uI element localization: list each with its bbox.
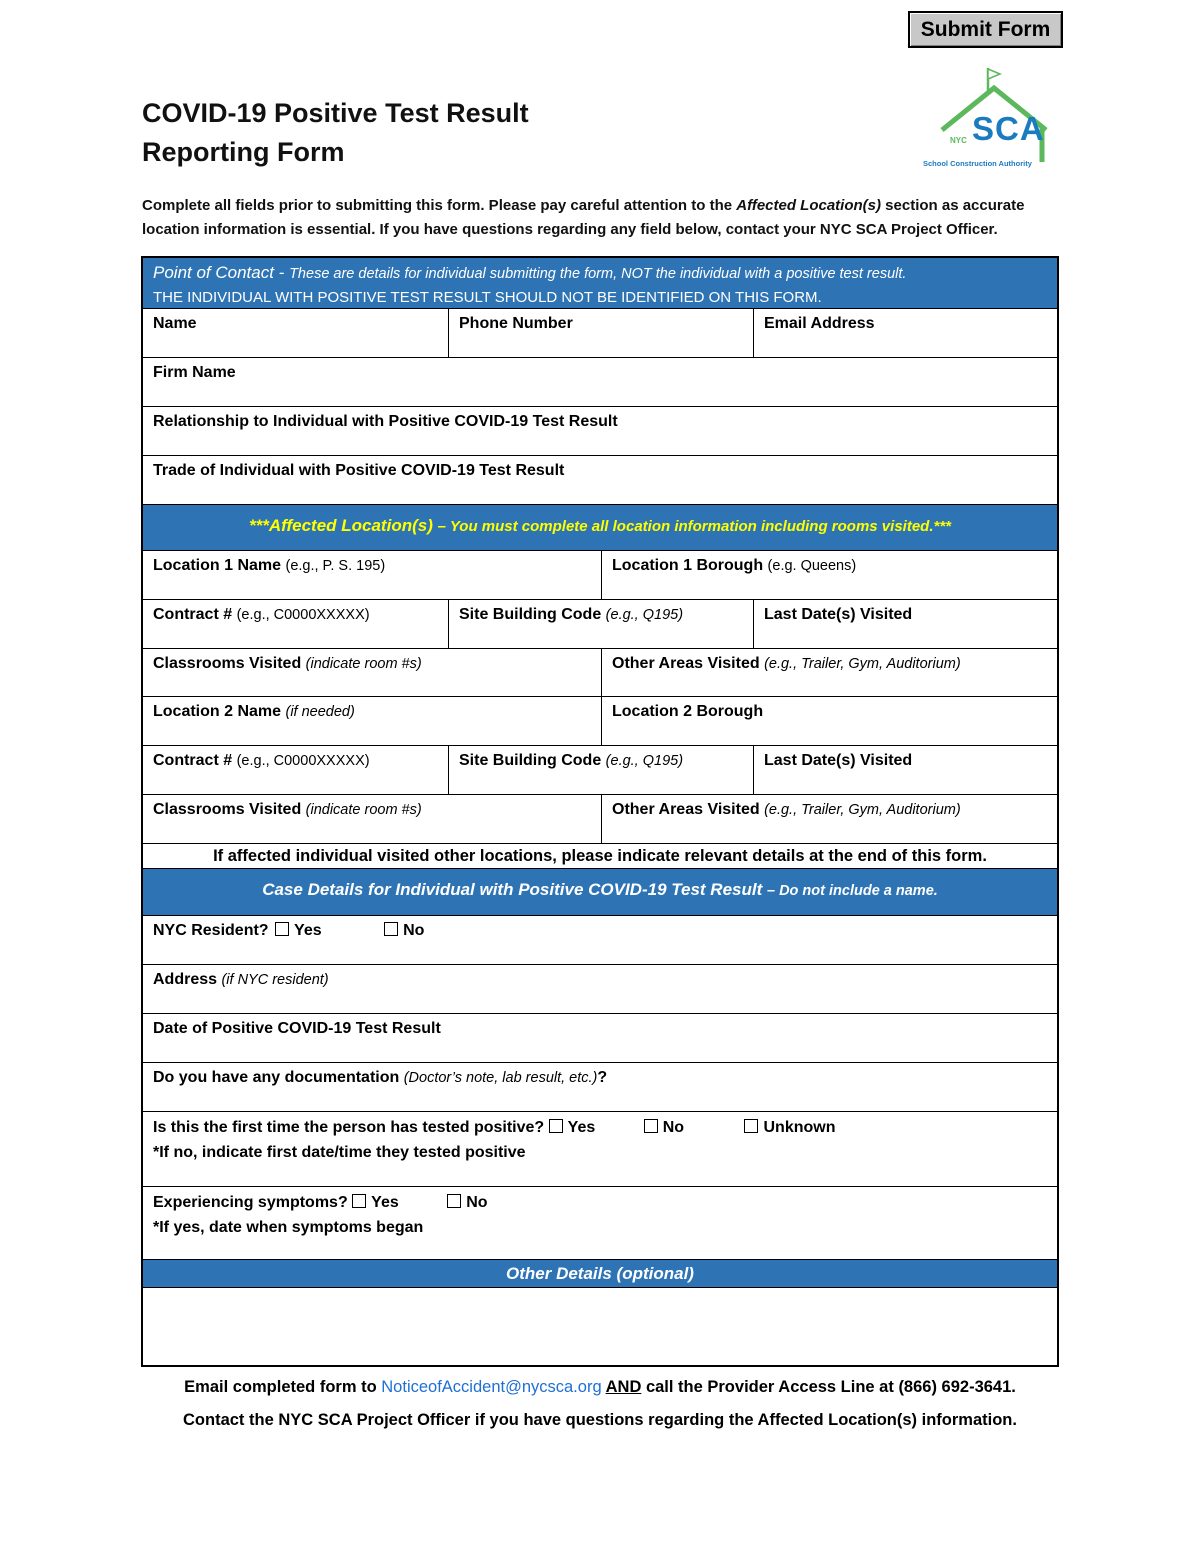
location-1-contract-hint: (e.g., C0000XXXXX) (236, 607, 370, 623)
location-2-contract-label: Contract # (153, 752, 237, 769)
location-2-borough-field[interactable] (601, 697, 1057, 745)
symptoms-yes-option[interactable] (352, 1190, 399, 1215)
first-time-yes-option[interactable] (549, 1115, 596, 1140)
location-1-borough-label: Location 1 Borough (612, 557, 768, 574)
intro-part-1: Complete all fields prior to submitting this form. Please pay careful attention to the (142, 197, 737, 214)
symptoms-label: Experiencing symptoms? (153, 1194, 348, 1211)
symptoms-note: *If yes, date when symptoms began (153, 1219, 424, 1236)
nyc-resident-yes-option[interactable] (275, 919, 322, 942)
submit-form-button[interactable]: Submit Form (908, 11, 1063, 48)
date-positive-label: Date of Positive COVID-19 Test Result (153, 1020, 441, 1037)
name-field[interactable] (143, 309, 448, 357)
page-title (142, 94, 529, 172)
trade-label: Trade of Individual with Positive COVID-19 Test Result (153, 462, 565, 479)
other-locations-note-row (143, 844, 1057, 869)
nyc-resident-no-checkbox[interactable] (384, 922, 398, 936)
date-positive-field[interactable] (143, 1014, 1057, 1062)
location-2-areas-row (143, 795, 1057, 844)
location-1-row (143, 551, 1057, 600)
location-1-other-areas-field[interactable] (601, 649, 1057, 696)
location-2-other-areas-field[interactable] (601, 795, 1057, 843)
address-field[interactable] (143, 965, 1057, 1013)
firm-row (143, 358, 1057, 407)
affected-note: – You must complete all location information including rooms visited.*** (437, 518, 952, 535)
phone-label: Phone Number (459, 315, 573, 332)
first-time-unknown-label: Unknown (763, 1119, 836, 1136)
trade-field[interactable] (143, 456, 1057, 504)
affected-heading: ***Affected Location(s) (248, 516, 438, 535)
other-details-band (143, 1260, 1057, 1288)
location-1-classrooms-hint: (indicate room #s) (305, 656, 422, 672)
first-time-yes-checkbox[interactable] (549, 1119, 563, 1133)
location-1-other-areas-hint: (e.g., Trailer, Gym, Auditorium) (764, 656, 961, 672)
location-1-contract-field[interactable] (143, 600, 448, 648)
location-2-borough-label: Location 2 Borough (612, 703, 764, 720)
relationship-label: Relationship to Individual with Positive COVID-19 Test Result (153, 413, 618, 430)
other-details-heading: Other Details (optional) (506, 1264, 694, 1283)
symptoms-yes-checkbox[interactable] (352, 1194, 366, 1208)
email-label: Email Address (764, 315, 875, 332)
location-2-site-code-field[interactable] (448, 746, 753, 794)
first-time-unknown-option[interactable] (744, 1115, 835, 1140)
nyc-resident-no-label: No (403, 922, 425, 939)
documentation-end: ? (597, 1069, 608, 1086)
first-time-unknown-checkbox[interactable] (744, 1119, 758, 1133)
first-time-field (143, 1112, 1057, 1186)
other-details-field[interactable] (143, 1288, 1057, 1365)
location-2-last-dates-field[interactable] (753, 746, 1057, 794)
logo-nyc-text: NYC (950, 136, 967, 145)
nyc-resident-yes-checkbox[interactable] (275, 922, 289, 936)
location-1-site-code-hint: (e.g., Q195) (605, 607, 684, 623)
location-1-classrooms-field[interactable] (143, 649, 601, 696)
location-1-site-code-label: Site Building Code (459, 606, 606, 623)
symptoms-no-option[interactable] (447, 1190, 487, 1215)
location-1-name-hint: (e.g., P. S. 195) (285, 558, 386, 574)
footer-line-1-start: Email completed form to (184, 1378, 382, 1396)
trade-row (143, 456, 1057, 505)
title-line-2: Reporting Form (142, 137, 345, 167)
location-2-row (143, 697, 1057, 746)
firm-name-label: Firm Name (153, 364, 236, 381)
footer-line-1-end: call the Provider Access Line at (866) 692-3641. (641, 1378, 1016, 1396)
location-1-name-field[interactable] (143, 551, 601, 599)
first-time-row (143, 1112, 1057, 1187)
address-label: Address (153, 971, 222, 988)
documentation-hint: (Doctor’s note, lab result, etc.) (403, 1070, 598, 1086)
location-1-contract-label: Contract # (153, 606, 237, 623)
location-2-classrooms-label: Classrooms Visited (153, 801, 306, 818)
nyc-resident-yes-label: Yes (294, 922, 322, 939)
location-2-other-areas-hint: (e.g., Trailer, Gym, Auditorium) (764, 802, 961, 818)
location-1-last-dates-label: Last Date(s) Visited (764, 606, 913, 623)
symptoms-yes-label: Yes (371, 1194, 399, 1211)
logo-subtitle: School Construction Authority (923, 159, 1032, 168)
other-locations-note: If affected individual visited other locations, please indicate relevant details at the end of this form. (213, 847, 987, 865)
reporting-form-table (141, 256, 1059, 1367)
symptoms-no-label: No (466, 1194, 488, 1211)
location-1-other-areas-label: Other Areas Visited (612, 655, 765, 672)
location-2-classrooms-field[interactable] (143, 795, 601, 843)
notice-email-link[interactable]: NoticeofAccident@nycsca.org (381, 1378, 602, 1396)
case-note: – Do not include a name. (766, 883, 938, 899)
address-row (143, 965, 1057, 1014)
phone-field[interactable] (448, 309, 753, 357)
location-1-name-label: Location 1 Name (153, 557, 286, 574)
location-2-last-dates-label: Last Date(s) Visited (764, 752, 913, 769)
location-2-classrooms-hint: (indicate room #s) (305, 802, 422, 818)
sca-logo (920, 66, 1060, 170)
affected-location-band (143, 505, 1057, 551)
location-2-name-label: Location 2 Name (153, 703, 286, 720)
first-time-no-checkbox[interactable] (644, 1119, 658, 1133)
location-1-details-row (143, 600, 1057, 649)
nyc-resident-row (143, 916, 1057, 965)
intro-text (142, 194, 1062, 242)
date-positive-row (143, 1014, 1057, 1063)
location-1-last-dates-field[interactable] (753, 600, 1057, 648)
nyc-resident-label: NYC Resident? (153, 922, 269, 939)
relationship-field[interactable] (143, 407, 1057, 455)
location-1-borough-hint: (e.g. Queens) (767, 558, 857, 574)
location-2-name-field[interactable] (143, 697, 601, 745)
first-time-no-label: No (662, 1119, 685, 1136)
title-line-1: COVID-19 Positive Test Result (142, 98, 529, 128)
name-label: Name (153, 315, 197, 332)
email-field[interactable] (753, 309, 1057, 357)
firm-name-field[interactable] (143, 358, 1057, 406)
poc-heading: Point of Contact - (153, 263, 290, 282)
nyc-resident-field (143, 916, 1057, 964)
footer-and: AND (605, 1378, 642, 1396)
first-time-note: *If no, indicate first date/time they tested positive (153, 1144, 526, 1161)
intro-emphasis: Affected Location(s) (736, 197, 881, 214)
first-time-no-option[interactable] (644, 1115, 684, 1140)
documentation-row (143, 1063, 1057, 1112)
footer-line-2: Contact the NYC SCA Project Officer if you have questions regarding the Affected Location(s) information. (183, 1411, 1017, 1429)
location-1-areas-row (143, 649, 1057, 697)
first-time-yes-label: Yes (567, 1119, 596, 1136)
footer-line-1 (140, 1378, 1060, 1397)
first-time-label: Is this the first time the person has tested positive? (153, 1119, 545, 1136)
location-2-contract-hint: (e.g., C0000XXXXX) (236, 753, 370, 769)
symptoms-row (143, 1187, 1057, 1260)
relationship-row (143, 407, 1057, 456)
poc-contact-row (143, 309, 1057, 358)
location-2-contract-field[interactable] (143, 746, 448, 794)
documentation-field[interactable] (143, 1063, 1057, 1111)
nyc-resident-no-option[interactable] (384, 919, 424, 942)
location-2-site-code-label: Site Building Code (459, 752, 606, 769)
poc-header-band (143, 258, 1057, 309)
intro-part-2: section as accurate location information is essential. If you have questions regarding any field below, contact your NYC SCA Project Officer. (142, 197, 1025, 238)
location-1-borough-field[interactable] (601, 551, 1057, 599)
case-heading: Case Details for Individual with Positive COVID-19 Test Result (262, 880, 767, 899)
location-2-other-areas-label: Other Areas Visited (612, 801, 765, 818)
symptoms-no-checkbox[interactable] (447, 1194, 461, 1208)
poc-warning: THE INDIVIDUAL WITH POSITIVE TEST RESULT SHOULD NOT BE IDENTIFIED ON THIS FORM. (153, 289, 822, 306)
documentation-label: Do you have any documentation (153, 1069, 404, 1086)
symptoms-field (143, 1187, 1057, 1259)
location-2-details-row (143, 746, 1057, 795)
location-2-site-code-hint: (e.g., Q195) (605, 753, 684, 769)
logo-brand-text: SCA (972, 110, 1045, 147)
poc-note: These are details for individual submitting the form, NOT the individual with a positive test result. (289, 266, 907, 282)
location-1-classrooms-label: Classrooms Visited (153, 655, 306, 672)
location-1-site-code-field[interactable] (448, 600, 753, 648)
location-2-name-hint: (if needed) (285, 704, 355, 720)
address-hint: (if NYC resident) (221, 972, 329, 988)
case-details-band (143, 869, 1057, 916)
